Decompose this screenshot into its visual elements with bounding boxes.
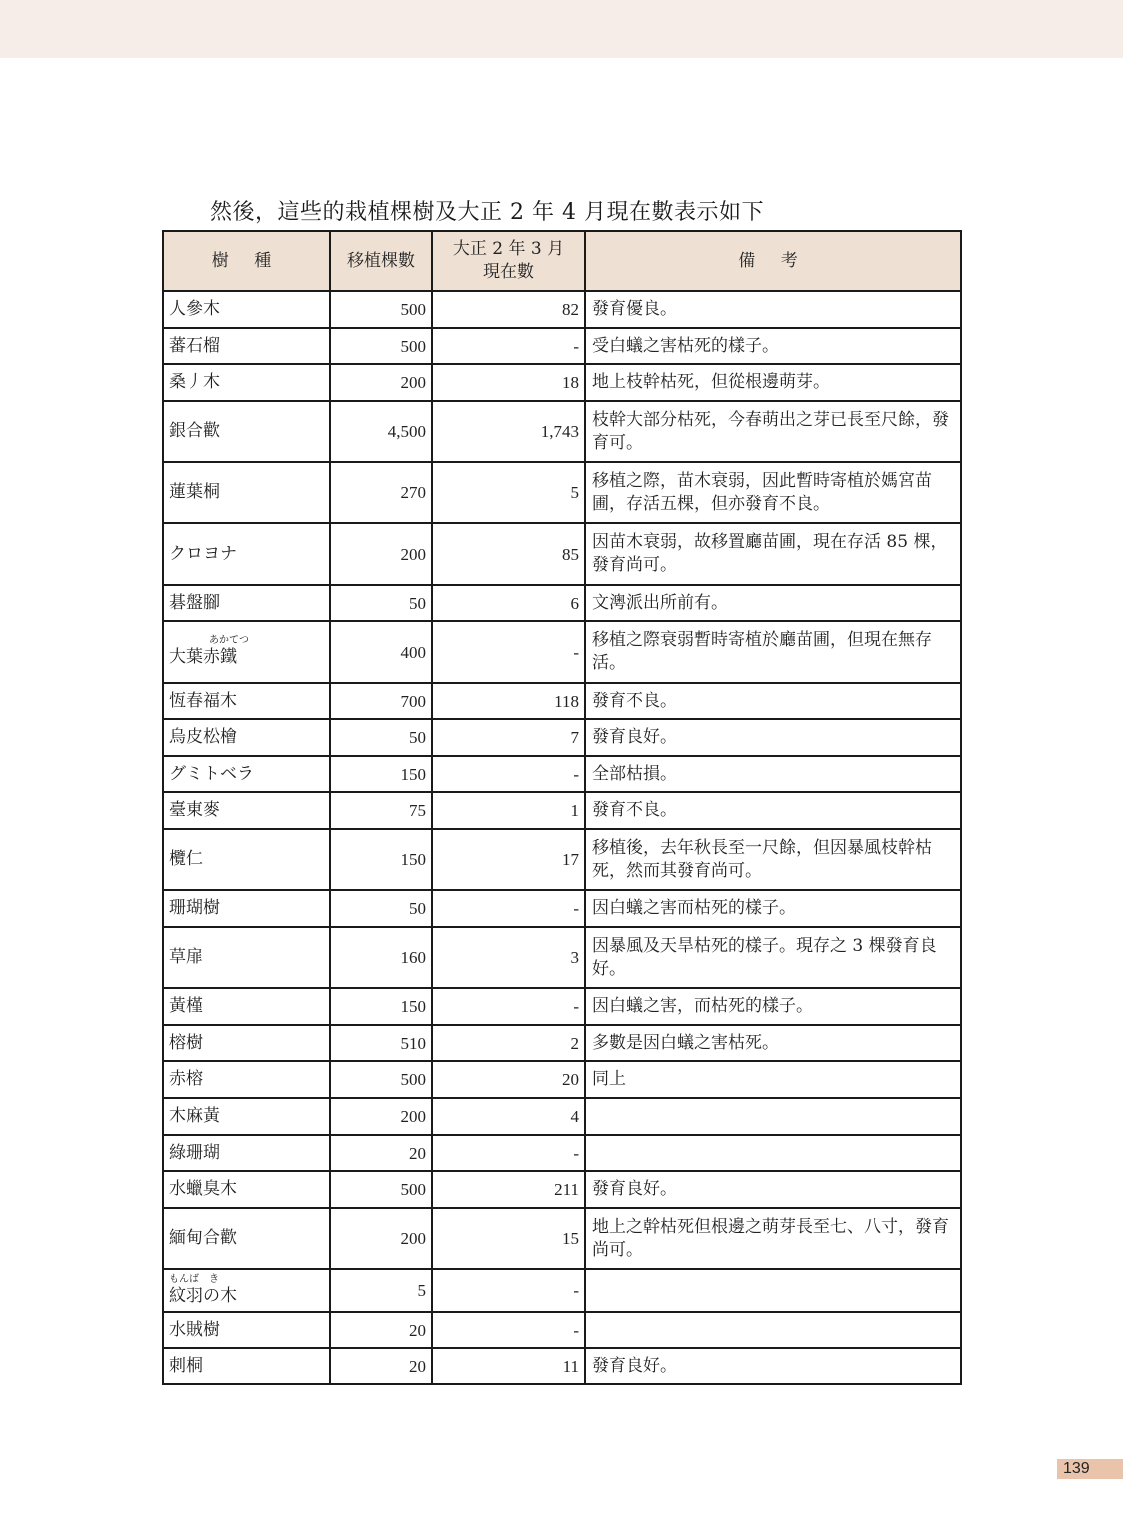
cell-transplanted: 700: [330, 683, 432, 719]
table-row: [163, 1135, 961, 1171]
cell-current: -: [432, 988, 585, 1025]
cell-remarks: 多數是因白蟻之害枯死。: [585, 1025, 961, 1061]
table-row: [163, 1061, 961, 1098]
cell-species: [163, 523, 330, 585]
cell-current: 11: [432, 1348, 585, 1384]
cell-current: 1,743: [432, 401, 585, 462]
cell-species: [163, 829, 330, 890]
cell-species: [163, 756, 330, 792]
cell-species: [163, 1208, 330, 1269]
cell-species: [163, 1312, 330, 1348]
species-name: 赤榕: [169, 1069, 203, 1089]
header-transplanted: 移植棵數: [330, 231, 432, 291]
header-current: [432, 231, 585, 291]
cell-species: [163, 890, 330, 927]
cell-species: [163, 1135, 330, 1171]
cell-transplanted: 150: [330, 829, 432, 890]
cell-species: [163, 988, 330, 1025]
cell-remarks: 地上枝幹枯死，但從根邊萌芽。: [585, 364, 961, 401]
cell-species: [163, 328, 330, 364]
cell-transplanted: 20: [330, 1348, 432, 1384]
cell-remarks: 發育不良。: [585, 683, 961, 719]
cell-remarks: 全部枯損。: [585, 756, 961, 792]
species-name: 蓮葉桐: [169, 482, 220, 502]
cell-current: 15: [432, 1208, 585, 1269]
species-name: 珊瑚樹: [169, 898, 220, 918]
cell-remarks: 因白蟻之害，而枯死的樣子。: [585, 988, 961, 1025]
cell-species: [163, 364, 330, 401]
cell-current: -: [432, 1269, 585, 1312]
cell-current: 7: [432, 719, 585, 756]
cell-transplanted: 150: [330, 988, 432, 1025]
table-row: [163, 829, 961, 890]
table-row: [163, 328, 961, 364]
table-row: [163, 401, 961, 462]
cell-remarks: 枝幹大部分枯死，今春萌出之芽已長至尺餘，發育可。: [585, 401, 961, 462]
cell-current: 4: [432, 1098, 585, 1135]
cell-transplanted: 20: [330, 1135, 432, 1171]
species-name: 水賊樹: [169, 1319, 220, 1340]
table-row: [163, 585, 961, 621]
cell-remarks: [585, 1312, 961, 1348]
species-name: 烏皮松檜: [169, 727, 237, 747]
table-row: [163, 988, 961, 1025]
species-name: 緬甸合歡: [169, 1228, 237, 1248]
cell-current: 2: [432, 1025, 585, 1061]
table-row: [163, 1098, 961, 1135]
species-name: 桑丿木: [169, 372, 220, 392]
cell-transplanted: 75: [330, 792, 432, 829]
cell-species: [163, 621, 330, 683]
cell-transplanted: 160: [330, 927, 432, 988]
species-name: クロヨナ: [169, 543, 237, 564]
cell-species: [163, 462, 330, 523]
species-name: グミトベラ: [169, 763, 254, 784]
cell-remarks: 發育良好。: [585, 1348, 961, 1384]
cell-current: 3: [432, 927, 585, 988]
species-name: 大葉赤鐵: [169, 647, 237, 667]
cell-transplanted: 200: [330, 523, 432, 585]
cell-transplanted: 5: [330, 1269, 432, 1312]
cell-species: [163, 291, 330, 328]
cell-species: [163, 683, 330, 719]
cell-remarks: [585, 1269, 961, 1312]
cell-transplanted: 500: [330, 1061, 432, 1098]
cell-current: 6: [432, 585, 585, 621]
cell-current: -: [432, 1135, 585, 1171]
header-current-line2: 現在數: [483, 262, 534, 282]
cell-remarks: 移植後，去年秋長至一尺餘，但因暴風枝幹枯死，然而其發育尚可。: [585, 829, 961, 890]
cell-species: [163, 792, 330, 829]
cell-remarks: 發育良好。: [585, 1171, 961, 1208]
cell-transplanted: 50: [330, 890, 432, 927]
cell-current: 20: [432, 1061, 585, 1098]
cell-transplanted: 500: [330, 291, 432, 328]
cell-species: [163, 1098, 330, 1135]
table-row: [163, 1025, 961, 1061]
cell-remarks: 發育不良。: [585, 792, 961, 829]
cell-remarks: 同上: [585, 1061, 961, 1098]
cell-remarks: 受白蟻之害枯死的樣子。: [585, 328, 961, 364]
table-row: [163, 1208, 961, 1269]
table-row: [163, 1171, 961, 1208]
cell-remarks: 因白蟻之害而枯死的樣子。: [585, 890, 961, 927]
species-ruby: あかてつ: [209, 635, 249, 646]
species-name: 臺東麥: [169, 800, 220, 820]
cell-species: [163, 1269, 330, 1312]
cell-current: -: [432, 1312, 585, 1348]
cell-current: 18: [432, 364, 585, 401]
cell-remarks: 發育良好。: [585, 719, 961, 756]
cell-species: [163, 1348, 330, 1384]
cell-remarks: [585, 1135, 961, 1171]
header-current-line1: 大正 2 年 3 月: [452, 239, 565, 259]
cell-transplanted: 50: [330, 585, 432, 621]
species-name: 黃槿: [169, 996, 203, 1016]
table-header-row: [163, 231, 961, 291]
table-row: [163, 1348, 961, 1384]
cell-species: [163, 1171, 330, 1208]
cell-current: -: [432, 890, 585, 927]
table-row: [163, 1269, 961, 1312]
cell-transplanted: 200: [330, 364, 432, 401]
cell-transplanted: 20: [330, 1312, 432, 1348]
cell-remarks: 移植之際衰弱暫時寄植於廳苗圃，但現在無存活。: [585, 621, 961, 683]
cell-remarks: 文澚派出所前有。: [585, 585, 961, 621]
species-name: 綠珊瑚: [169, 1142, 220, 1163]
top-decorative-band: [0, 0, 1123, 58]
cell-transplanted: 500: [330, 328, 432, 364]
cell-remarks: 因苗木衰弱，故移置廳苗圃，現在存活 85 棵，發育尚可。: [585, 523, 961, 585]
cell-remarks: [585, 1098, 961, 1135]
species-name: 榕樹: [169, 1032, 203, 1053]
table-row: [163, 523, 961, 585]
cell-species: [163, 401, 330, 462]
cell-species: [163, 1061, 330, 1098]
table-row: [163, 291, 961, 328]
cell-species: [163, 927, 330, 988]
species-name: 欖仁: [169, 849, 203, 869]
cell-current: 211: [432, 1171, 585, 1208]
tree-planting-table: [162, 230, 962, 1385]
cell-current: 85: [432, 523, 585, 585]
species-name: 蕃石榴: [169, 335, 220, 356]
cell-remarks: 因暴風及天旱枯死的樣子。現存之 3 棵發育良好。: [585, 927, 961, 988]
cell-species: [163, 1025, 330, 1061]
species-name: 刺桐: [169, 1355, 203, 1376]
species-name: 紋羽の木: [169, 1285, 237, 1306]
page-number: 139: [1057, 1459, 1123, 1479]
table-row: [163, 683, 961, 719]
cell-transplanted: 400: [330, 621, 432, 683]
cell-transplanted: 200: [330, 1098, 432, 1135]
cell-current: 118: [432, 683, 585, 719]
header-remarks: 備 考: [585, 231, 961, 291]
cell-transplanted: 510: [330, 1025, 432, 1061]
cell-transplanted: 50: [330, 719, 432, 756]
species-name: 木麻黃: [169, 1106, 220, 1126]
cell-current: 5: [432, 462, 585, 523]
cell-transplanted: 4,500: [330, 401, 432, 462]
species-name: 草扉: [169, 947, 203, 967]
cell-current: -: [432, 756, 585, 792]
table-row: [163, 364, 961, 401]
cell-current: 17: [432, 829, 585, 890]
cell-current: -: [432, 328, 585, 364]
table-row: [163, 927, 961, 988]
cell-current: -: [432, 621, 585, 683]
species-name: 碁盤腳: [169, 592, 220, 613]
cell-current: 82: [432, 291, 585, 328]
table-row: [163, 719, 961, 756]
cell-transplanted: 500: [330, 1171, 432, 1208]
cell-remarks: 移植之際，苗木衰弱，因此暫時寄植於媽宮苗圃，存活五棵，但亦發育不良。: [585, 462, 961, 523]
table-row: [163, 621, 961, 683]
header-species: 樹 種: [163, 231, 330, 291]
table-row: [163, 1312, 961, 1348]
cell-remarks: 地上之幹枯死但根邊之萌芽長至七、八寸，發育尚可。: [585, 1208, 961, 1269]
species-name: 恆春福木: [169, 690, 237, 711]
cell-species: [163, 719, 330, 756]
cell-transplanted: 200: [330, 1208, 432, 1269]
cell-current: 1: [432, 792, 585, 829]
cell-remarks: 發育優良。: [585, 291, 961, 328]
table-row: [163, 462, 961, 523]
cell-transplanted: 270: [330, 462, 432, 523]
table-row: [163, 792, 961, 829]
species-name: 銀合歡: [169, 421, 220, 441]
table-row: [163, 890, 961, 927]
cell-transplanted: 150: [330, 756, 432, 792]
species-name: 水蠟臭木: [169, 1179, 237, 1199]
cell-species: [163, 585, 330, 621]
species-ruby: もんば き: [169, 1273, 219, 1285]
intro-text: 然後，這些的栽植棵樹及大正 2 年 4 月現在數表示如下: [210, 200, 764, 225]
species-name: 人參木: [169, 299, 220, 319]
table-row: [163, 756, 961, 792]
